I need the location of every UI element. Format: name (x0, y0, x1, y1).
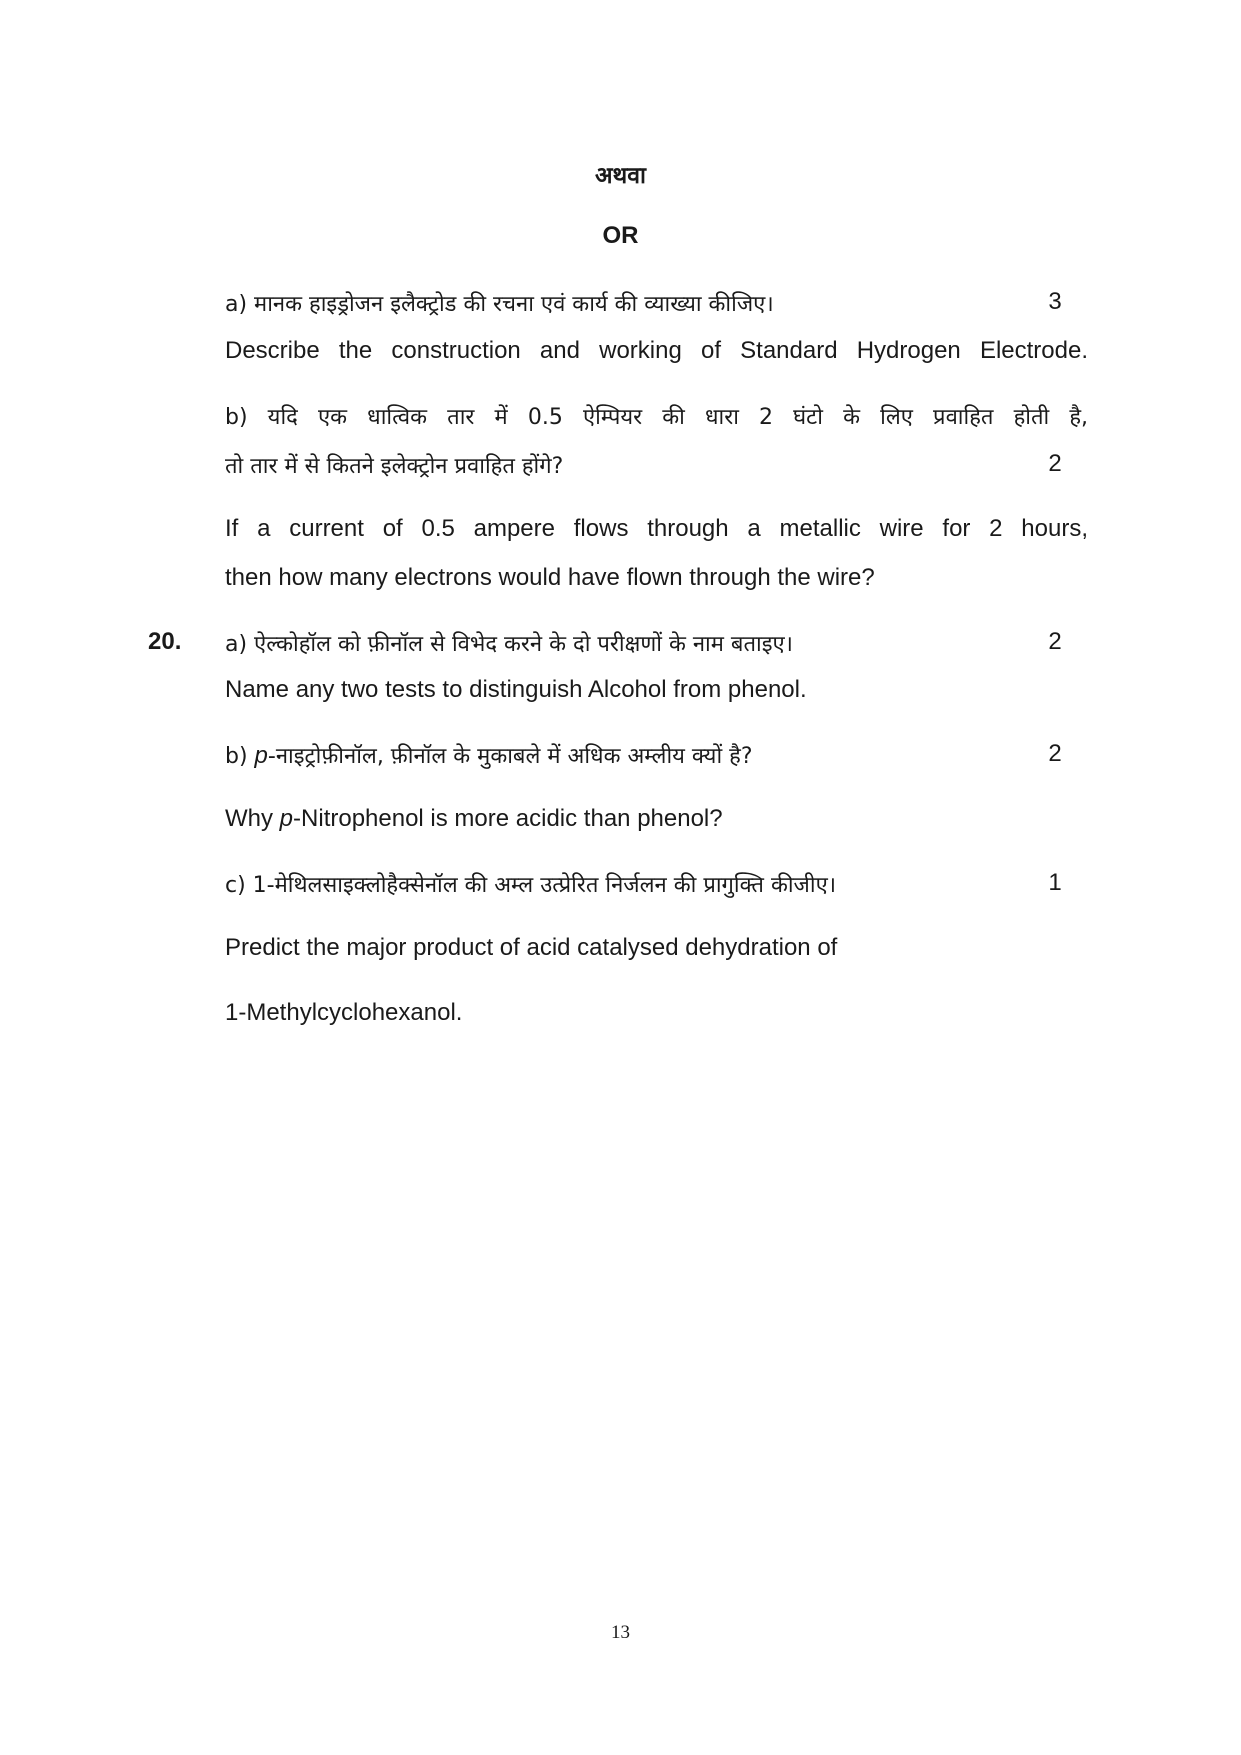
q20-b-english-rest: -Nitrophenol is more acidic than phenol? (293, 805, 723, 832)
q20-c-english-line2: 1-Methylcyclohexanol. (225, 999, 463, 1026)
or-a-marks: 3 (1048, 288, 1062, 315)
or-a-hindi: a) मानक हाइड्रोजन इलैक्ट्रोड की रचना एवं कार्य की व्याख्या कीजिए। (225, 292, 774, 317)
q20-c-english-line1: Predict the major product of acid catalysed dehydration of (225, 934, 838, 961)
question-number: 20. (148, 628, 182, 655)
page-number: 13 (611, 1622, 630, 1643)
q20-c-marks: 1 (1048, 869, 1062, 896)
or-b-hindi-line2: तो तार में से कितने इलेक्ट्रोन प्रवाहित होंगे? (225, 454, 564, 479)
q20-b-english-italic-p: p (279, 805, 294, 832)
or-a-english: Describe the construction and working of Standard Hydrogen Electrode. (225, 337, 1088, 364)
or-b-english-line2: then how many electrons would have flown through the wire? (225, 564, 875, 591)
q20-b-english (225, 805, 723, 833)
or-b-hindi-line1: b) यदि एक धात्विक तार में 0.5 ऐम्पियर की धारा 2 घंटो के लिए प्रवाहित होती है, (225, 405, 1088, 430)
q20-a-marks: 2 (1048, 628, 1062, 655)
q20-b-italic-p: p (254, 742, 268, 769)
q20-c-hindi: c) 1-मेथिलसाइक्लोहैक्सेनॉल की अम्ल उत्प्रेरित निर्जलन की प्रागुक्ति कीजीए। (225, 873, 837, 898)
or-b-marks: 2 (1048, 450, 1062, 477)
q20-b-hindi (225, 740, 753, 770)
q20-a-hindi: a) ऐल्कोहॉल को फ़ीनॉल से विभेद करने के दो परीक्षणों के नाम बताइए। (225, 632, 794, 657)
q20-b-english-prefix: Why (225, 805, 280, 832)
q20-b-marks: 2 (1048, 740, 1062, 767)
q20-b-prefix: b) (225, 744, 255, 769)
heading-hindi-or: अथवा (594, 163, 646, 189)
or-b-english-line1: If a current of 0.5 ampere flows through a metallic wire for 2 hours, (225, 515, 1088, 542)
heading-english-or: OR (602, 222, 639, 249)
q20-a-english: Name any two tests to distinguish Alcohol from phenol. (225, 676, 807, 703)
q20-b-hindi-rest: -नाइट्रोफ़ीनॉल, फ़ीनॉल के मुकाबले में अधिक अम्लीय क्यों है? (267, 744, 753, 769)
